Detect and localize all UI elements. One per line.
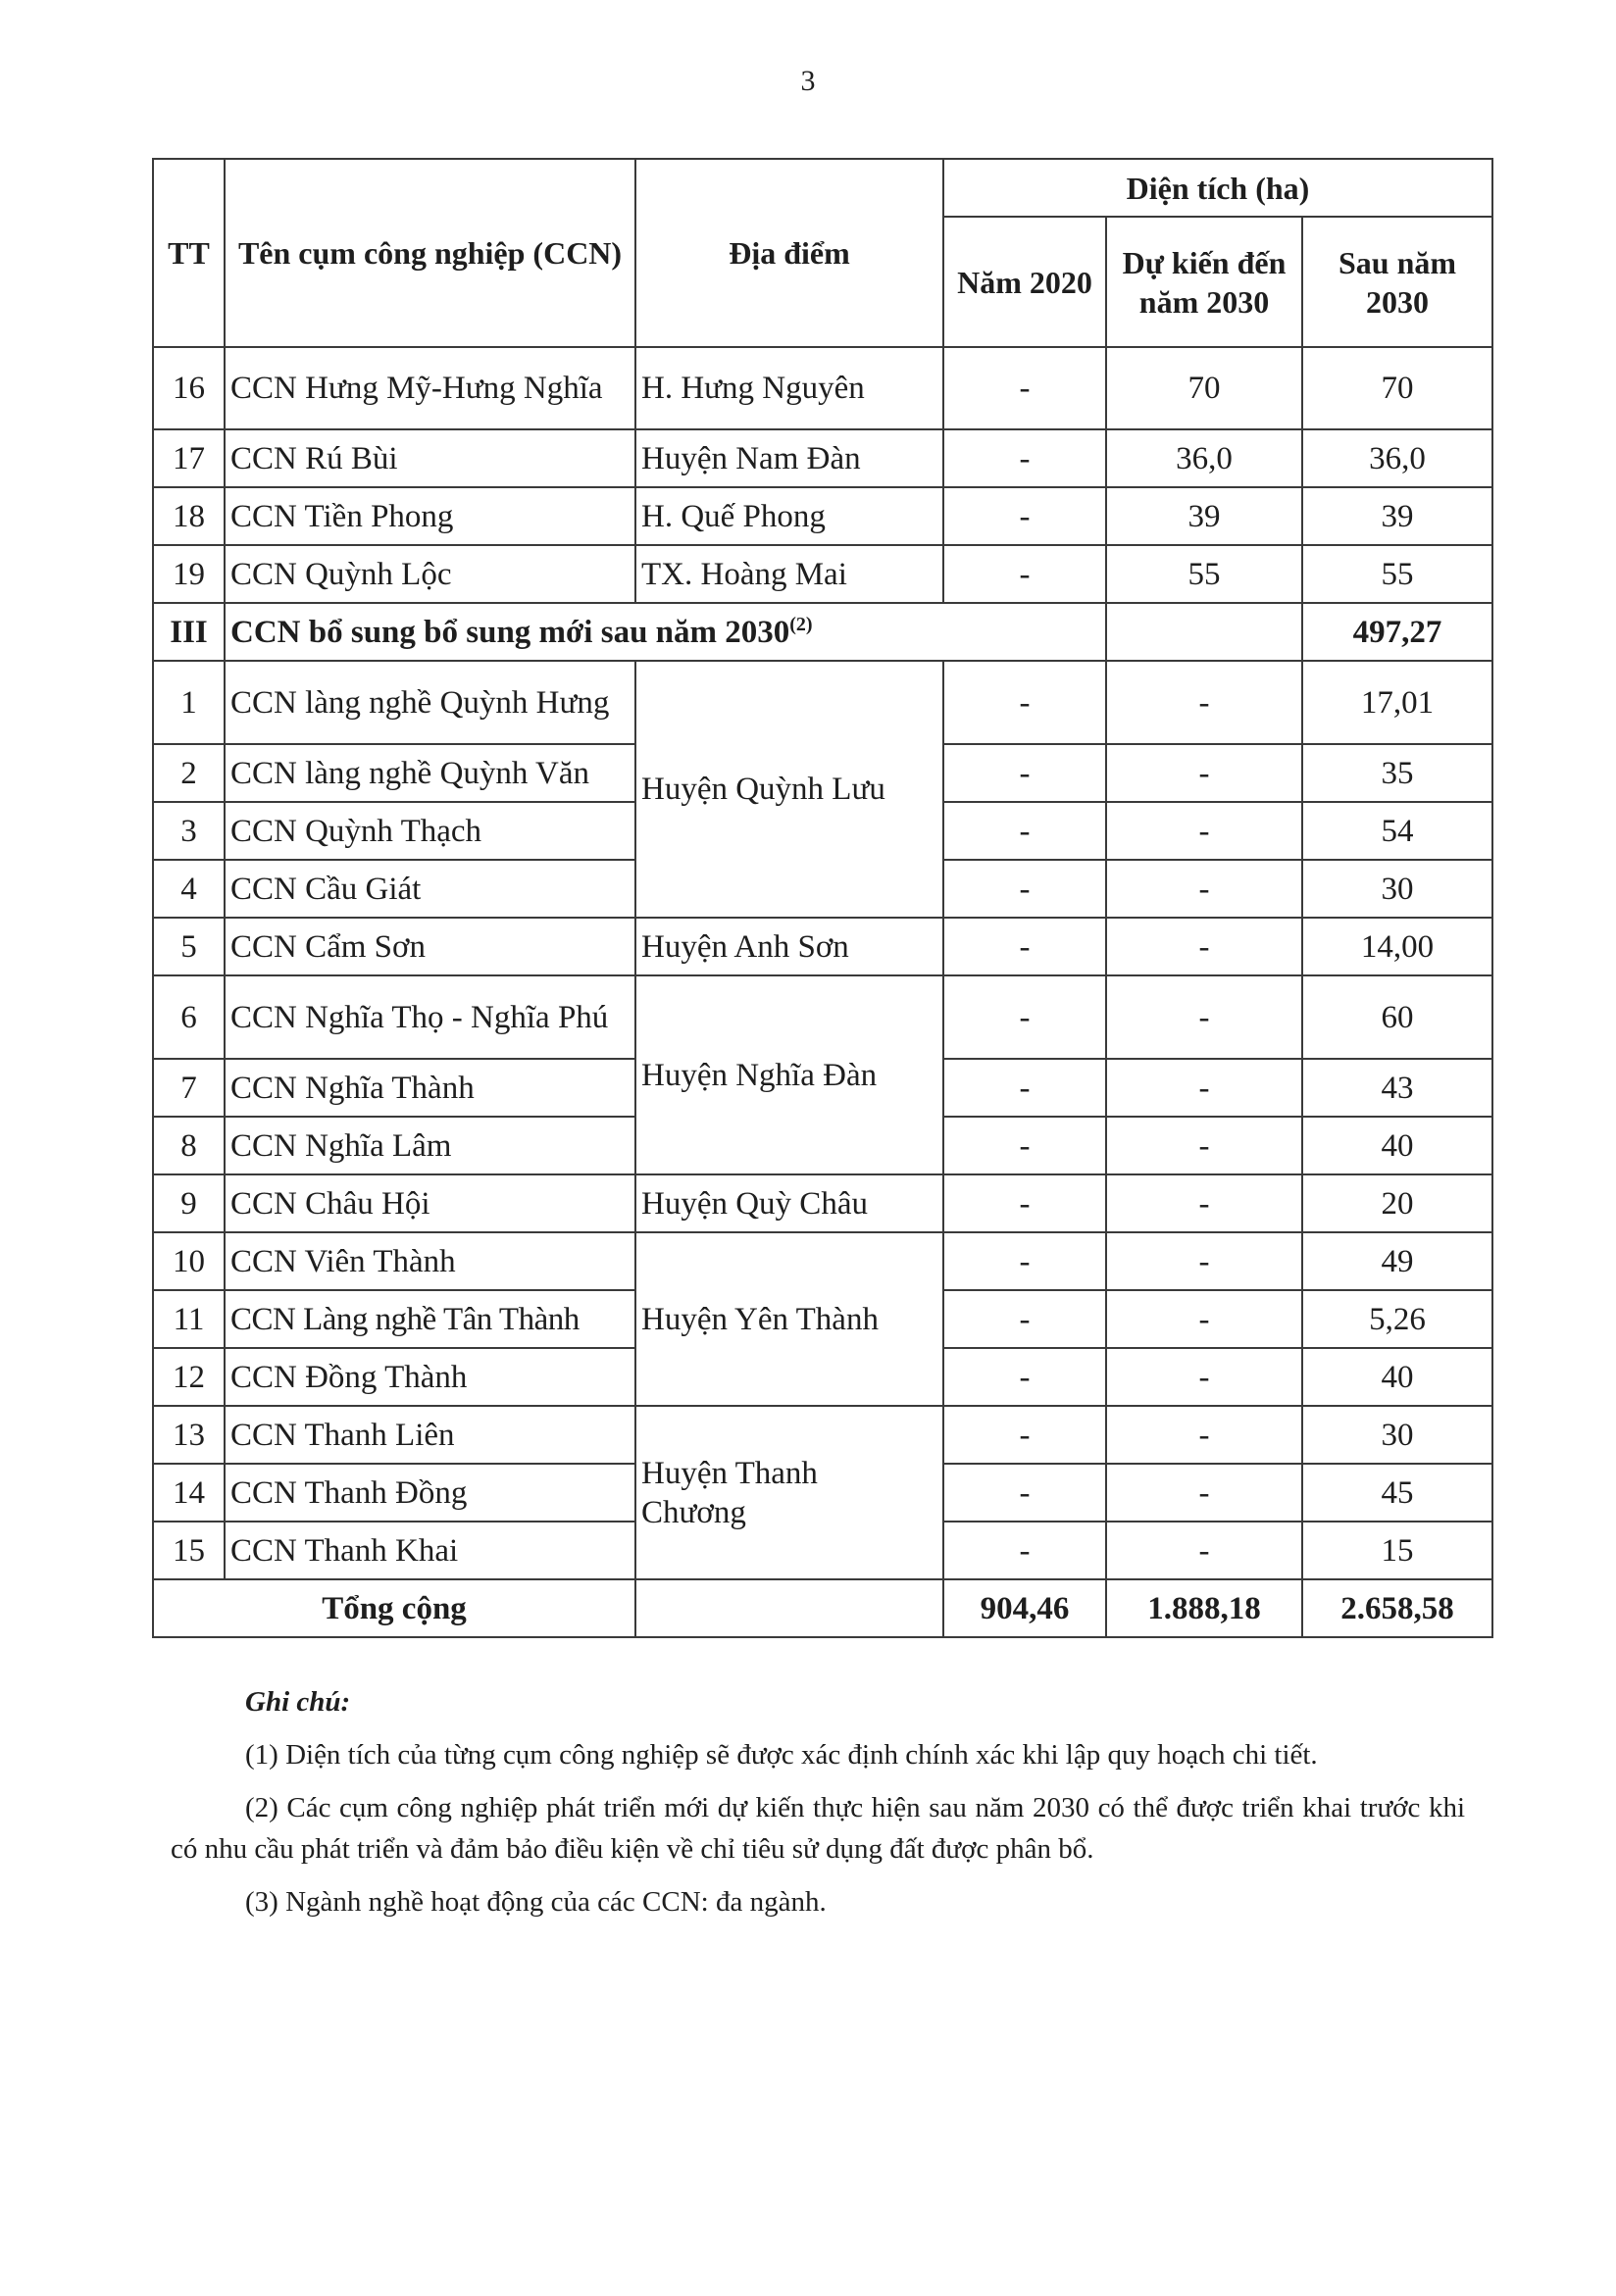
cell-after-2030: 40 (1302, 1348, 1492, 1406)
cell-2020: - (943, 1464, 1106, 1522)
table-row (153, 975, 1492, 1059)
table-row (153, 918, 1492, 975)
cell-name: CCN Thanh Khai (225, 1522, 635, 1579)
cell-2020: - (943, 975, 1106, 1059)
cell-after-2030: 60 (1302, 975, 1492, 1059)
cell-tt: 17 (153, 429, 225, 487)
cell-name: CCN Thanh Liên (225, 1406, 635, 1464)
cell-2020: - (943, 1522, 1106, 1579)
cell-tt: 10 (153, 1232, 225, 1290)
cell-location-merged: Huyện Nghĩa Đàn (635, 975, 943, 1174)
cell-to-2030: - (1106, 1059, 1302, 1117)
cell-2020: - (943, 545, 1106, 603)
total-after-2030: 2.658,58 (1302, 1579, 1492, 1637)
cell-location: H. Hưng Nguyên (635, 347, 943, 429)
total-to-2030: 1.888,18 (1106, 1579, 1302, 1637)
cell-tt: 6 (153, 975, 225, 1059)
cell-2020: - (943, 802, 1106, 860)
section-title (225, 603, 1106, 661)
section-empty-cell (1106, 603, 1302, 661)
header-row-1 (153, 159, 1492, 217)
cell-tt: 14 (153, 1464, 225, 1522)
cell-name: CCN Châu Hội (225, 1174, 635, 1232)
cell-2020: - (943, 1348, 1106, 1406)
header-area-group: Diện tích (ha) (943, 159, 1492, 217)
cell-after-2030: 35 (1302, 744, 1492, 802)
cell-name: CCN Rú Bùi (225, 429, 635, 487)
cell-tt: 13 (153, 1406, 225, 1464)
cell-2020: - (943, 1174, 1106, 1232)
cell-location: Huyện Anh Sơn (635, 918, 943, 975)
cell-2020: - (943, 860, 1106, 918)
cell-after-2030: 20 (1302, 1174, 1492, 1232)
cell-tt: 4 (153, 860, 225, 918)
cell-name: CCN làng nghề Quỳnh Văn (225, 744, 635, 802)
cell-name: CCN Viên Thành (225, 1232, 635, 1290)
header-location: Địa điểm (635, 159, 943, 347)
cell-location: H. Quế Phong (635, 487, 943, 545)
cell-to-2030: 39 (1106, 487, 1302, 545)
cell-to-2030: - (1106, 744, 1302, 802)
cell-after-2030: 49 (1302, 1232, 1492, 1290)
note-item: (2) Các cụm công nghiệp phát triển mới dự kiến thực hiện sau năm 2030 có thể được triển khai trước khi có nhu cầu phát triển và đảm bảo điều kiện về chỉ tiêu sử dụng đất được phân bổ. (171, 1792, 1465, 1865)
cell-location: Huyện Quỳ Châu (635, 1174, 943, 1232)
table-row (153, 1174, 1492, 1232)
table-row (153, 487, 1492, 545)
cell-location-merged: Huyện Yên Thành (635, 1232, 943, 1406)
cell-to-2030: - (1106, 802, 1302, 860)
cell-tt: 8 (153, 1117, 225, 1174)
cell-to-2030: - (1106, 1174, 1302, 1232)
table-row (153, 545, 1492, 603)
cell-name: CCN Cẩm Sơn (225, 918, 635, 975)
cell-name: CCN Đồng Thành (225, 1348, 635, 1406)
header-year-2020: Năm 2020 (943, 217, 1106, 347)
notes-title: Ghi chú: (245, 1686, 351, 1718)
table-row (153, 1406, 1492, 1464)
cell-location: TX. Hoàng Mai (635, 545, 943, 603)
cell-name: CCN làng nghề Quỳnh Hưng (225, 661, 635, 744)
total-empty-cell (635, 1579, 943, 1637)
cell-after-2030: 30 (1302, 860, 1492, 918)
cell-to-2030: - (1106, 1232, 1302, 1290)
cell-to-2030: 36,0 (1106, 429, 1302, 487)
cell-after-2030: 15 (1302, 1522, 1492, 1579)
section-total: 497,27 (1302, 603, 1492, 661)
table-row (153, 1232, 1492, 1290)
cell-to-2030: - (1106, 975, 1302, 1059)
section-title-text: CCN bổ sung bổ sung mới sau năm 2030 (230, 614, 790, 650)
cell-to-2030: - (1106, 1406, 1302, 1464)
header-tt: TT (153, 159, 225, 347)
note-item: (3) Ngành nghề hoạt động của các CCN: đa ngành. (245, 1886, 827, 1918)
cell-tt: 3 (153, 802, 225, 860)
cell-name: CCN Nghĩa Thọ - Nghĩa Phú (225, 975, 635, 1059)
cell-to-2030: - (1106, 1117, 1302, 1174)
cell-after-2030: 55 (1302, 545, 1492, 603)
cell-name: CCN Nghĩa Lâm (225, 1117, 635, 1174)
cell-2020: - (943, 744, 1106, 802)
section-tt: III (153, 603, 225, 661)
header-name: Tên cụm công nghiệp (CCN) (225, 159, 635, 347)
cell-name: CCN Nghĩa Thành (225, 1059, 635, 1117)
cell-to-2030: - (1106, 661, 1302, 744)
cell-tt: 7 (153, 1059, 225, 1117)
cell-after-2030: 54 (1302, 802, 1492, 860)
cell-to-2030: - (1106, 1464, 1302, 1522)
cell-to-2030: - (1106, 918, 1302, 975)
cell-to-2030: - (1106, 1290, 1302, 1348)
cell-to-2030: 55 (1106, 545, 1302, 603)
header-after-2030: Sau năm 2030 (1302, 217, 1492, 347)
cell-tt: 19 (153, 545, 225, 603)
table-row (153, 661, 1492, 744)
cell-to-2030: - (1106, 860, 1302, 918)
cell-name: CCN Làng nghề Tân Thành (225, 1290, 635, 1348)
total-label: Tổng cộng (153, 1579, 635, 1637)
cell-2020: - (943, 1117, 1106, 1174)
cell-2020: - (943, 487, 1106, 545)
cell-after-2030: 43 (1302, 1059, 1492, 1117)
section-row (153, 603, 1492, 661)
cell-2020: - (943, 918, 1106, 975)
cell-name: CCN Quỳnh Thạch (225, 802, 635, 860)
cell-2020: - (943, 661, 1106, 744)
cell-2020: - (943, 1059, 1106, 1117)
note-item: (1) Diện tích của từng cụm công nghiệp sẽ được xác định chính xác khi lập quy hoạch chi tiết. (245, 1739, 1318, 1771)
cell-tt: 9 (153, 1174, 225, 1232)
cell-name: CCN Cầu Giát (225, 860, 635, 918)
notes-section (171, 1681, 1465, 1934)
cell-to-2030: - (1106, 1522, 1302, 1579)
cell-to-2030: - (1106, 1348, 1302, 1406)
cell-2020: - (943, 429, 1106, 487)
cell-after-2030: 30 (1302, 1406, 1492, 1464)
cell-to-2030: 70 (1106, 347, 1302, 429)
cell-after-2030: 17,01 (1302, 661, 1492, 744)
page-number: 3 (800, 65, 816, 97)
cell-tt: 5 (153, 918, 225, 975)
cell-tt: 1 (153, 661, 225, 744)
cell-name: CCN Thanh Đồng (225, 1464, 635, 1522)
cell-name: CCN Hưng Mỹ-Hưng Nghĩa (225, 347, 635, 429)
header-to-2030: Dự kiến đến năm 2030 (1106, 217, 1302, 347)
cell-tt: 15 (153, 1522, 225, 1579)
cell-name: CCN Tiền Phong (225, 487, 635, 545)
cell-tt: 11 (153, 1290, 225, 1348)
table-row (153, 429, 1492, 487)
total-2020: 904,46 (943, 1579, 1106, 1637)
cell-tt: 16 (153, 347, 225, 429)
cell-after-2030: 39 (1302, 487, 1492, 545)
cell-tt: 2 (153, 744, 225, 802)
cell-after-2030: 70 (1302, 347, 1492, 429)
cell-after-2030: 14,00 (1302, 918, 1492, 975)
industrial-cluster-table (152, 158, 1493, 1638)
cell-location: Huyện Nam Đàn (635, 429, 943, 487)
table-row (153, 347, 1492, 429)
cell-tt: 12 (153, 1348, 225, 1406)
cell-location-merged: Huyện Quỳnh Lưu (635, 661, 943, 918)
cell-2020: - (943, 1290, 1106, 1348)
cell-2020: - (943, 1406, 1106, 1464)
total-row (153, 1579, 1492, 1637)
cell-after-2030: 36,0 (1302, 429, 1492, 487)
cell-2020: - (943, 1232, 1106, 1290)
cell-2020: - (943, 347, 1106, 429)
cell-name: CCN Quỳnh Lộc (225, 545, 635, 603)
section-title-footnote: (2) (789, 613, 813, 635)
cell-tt: 18 (153, 487, 225, 545)
cell-after-2030: 5,26 (1302, 1290, 1492, 1348)
cell-location-merged: Huyện Thanh Chương (635, 1406, 943, 1579)
cell-after-2030: 40 (1302, 1117, 1492, 1174)
cell-after-2030: 45 (1302, 1464, 1492, 1522)
